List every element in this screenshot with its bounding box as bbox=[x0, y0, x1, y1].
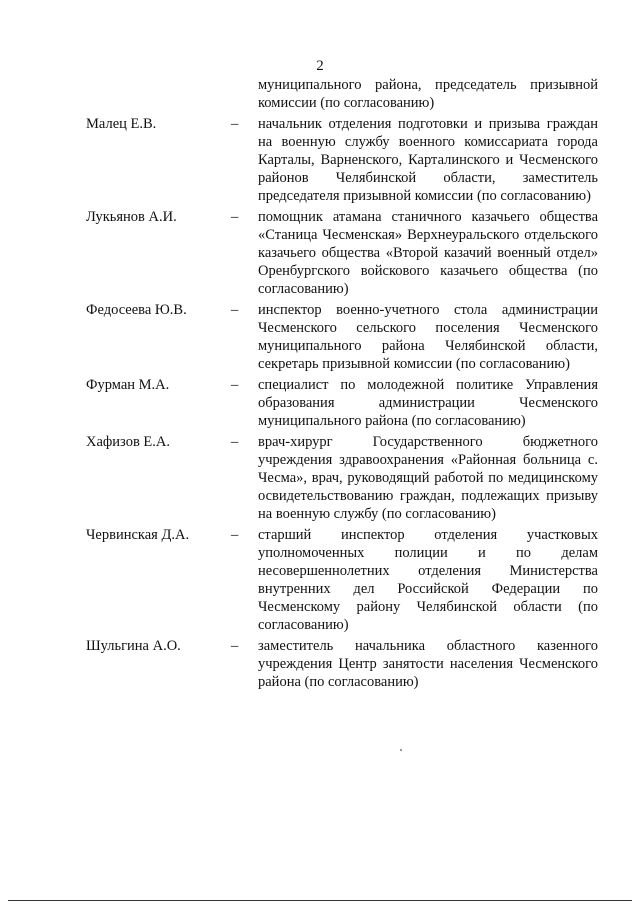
dash: – bbox=[231, 527, 239, 543]
member-role: помощник атамана станичного казачьего общества «Станица Чесменская» Верхнеуральского отдельского казачьего общества «Второй казачий военный отдел» Оренбургского войскового казачьего общества (по согласованию) bbox=[258, 209, 598, 297]
continuation-text: муниципального района, председатель призывной комиссии (по согласованию) bbox=[258, 77, 598, 111]
member-name: Малец Е.В. bbox=[86, 116, 157, 132]
dash: – bbox=[231, 209, 239, 225]
member-name: Лукьянов А.И. bbox=[86, 209, 177, 225]
continuation-row bbox=[0, 76, 640, 112]
member-name: Фурман М.А. bbox=[86, 377, 170, 393]
page-number: 2 bbox=[316, 58, 324, 74]
member-role: начальник отделения подготовки и призыва граждан на военную службу военного комиссариата города Карталы, Варненского, Карталинского и Чесменского районов Челябинской области, заместитель председателя призывной комиссии (по согласованию) bbox=[258, 116, 598, 204]
member-row bbox=[0, 376, 640, 430]
member-name: Хафизов Е.А. bbox=[86, 434, 171, 450]
member-row bbox=[0, 637, 640, 691]
commission-list bbox=[0, 76, 640, 694]
member-role: специалист по молодежной политике Управления образования администрации Чесменского муниципального района (по согласованию) bbox=[258, 377, 598, 429]
member-role: инспектор военно-учетного стола администрации Чесменского сельского поселения Чесменского муниципального района Челябинской области, секретарь призывной комиссии (по согласованию) bbox=[258, 302, 598, 372]
member-row bbox=[0, 115, 640, 205]
member-name: Червинская Д.А. bbox=[86, 527, 190, 543]
member-row bbox=[0, 433, 640, 523]
member-row bbox=[0, 208, 640, 298]
member-row bbox=[0, 526, 640, 634]
dash: – bbox=[231, 434, 239, 450]
member-role: заместитель начальника областного казенного учреждения Центр занятости населения Чесменского района (по согласованию) bbox=[258, 638, 598, 690]
dash: – bbox=[231, 638, 239, 654]
member-name: Федосеева Ю.В. bbox=[86, 302, 187, 318]
dash: – bbox=[231, 377, 239, 393]
member-row bbox=[0, 301, 640, 373]
bottom-edge-line bbox=[8, 900, 632, 901]
dash: – bbox=[231, 116, 239, 132]
dash: – bbox=[231, 302, 239, 318]
scan-speck bbox=[400, 749, 402, 751]
member-role: врач-хирург Государственного бюджетного учреждения здравоохранения «Районная больница с. Чесма», врач, руководящий работой по медицинскому освидетельствованию граждан, подлежащих призыву на военную службу (по согласованию) bbox=[258, 434, 598, 522]
member-name: Шульгина А.О. bbox=[86, 638, 181, 654]
member-role: старший инспектор отделения участковых уполномоченных полиции и по делам несовершеннолетних отделения Министерства внутренних дел Российской Федерации по Чесменскому району Челябинской области (по согласованию) bbox=[258, 527, 598, 633]
